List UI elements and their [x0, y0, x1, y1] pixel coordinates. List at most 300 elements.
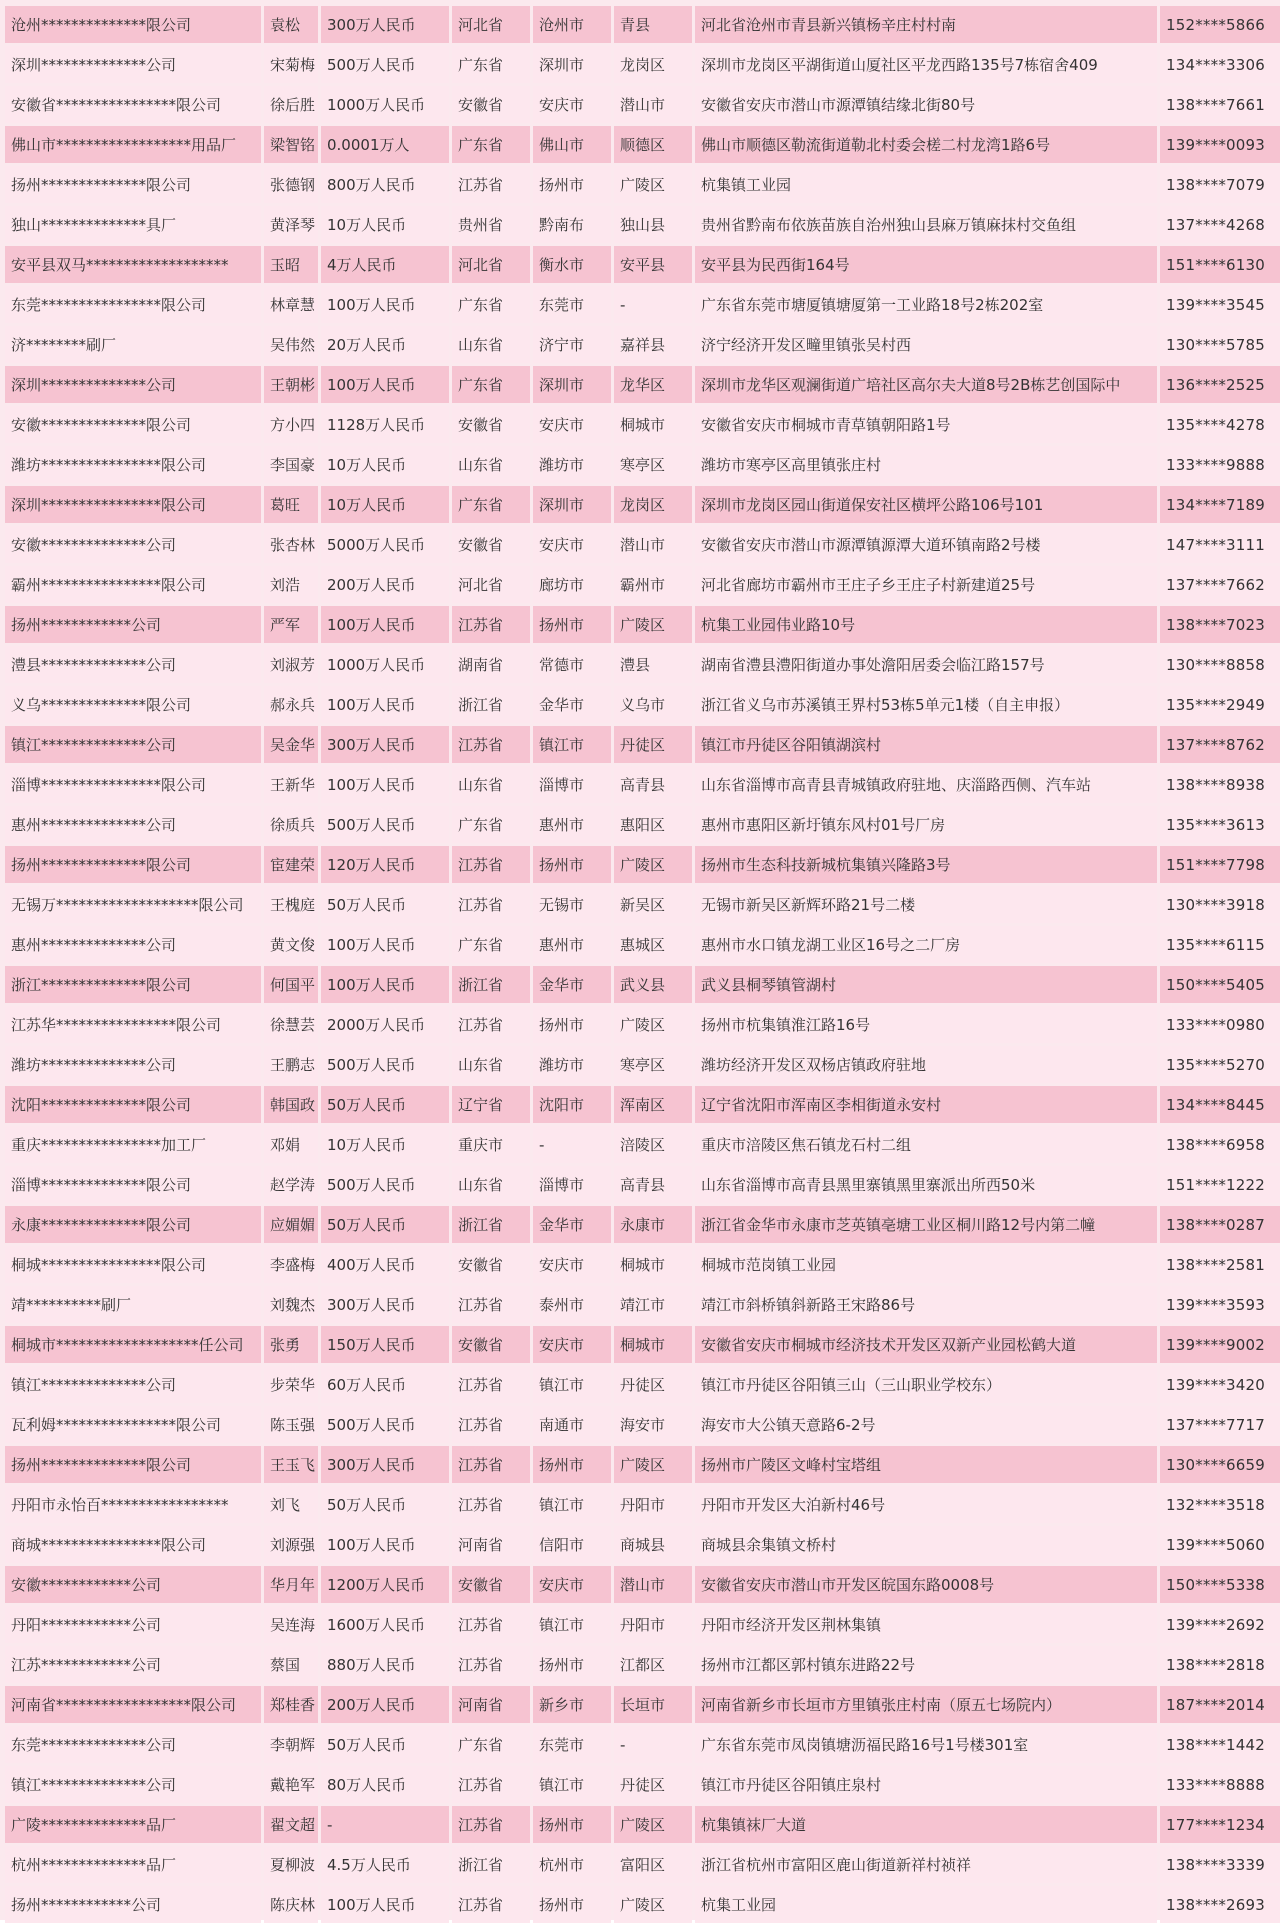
legal-person-cell: 李盛梅 [264, 1246, 318, 1283]
city-cell: 扬州市 [533, 166, 611, 203]
district-cell: - [614, 286, 692, 323]
table-row [5, 366, 1280, 403]
province-cell: 河南省 [452, 1526, 530, 1563]
city-cell: 沧州市 [533, 6, 611, 43]
address-cell: 丹阳市开发区大泊新村46号 [695, 1486, 1157, 1523]
legal-person-cell: 何国平 [264, 966, 318, 1003]
province-cell: 河南省 [452, 1686, 530, 1723]
registered-capital-cell: - [321, 1806, 449, 1843]
address-cell: 河北省廊坊市霸州市王庄子乡王庄子村新建道25号 [695, 566, 1157, 603]
address-cell: 贵州省黔南布依族苗族自治州独山县麻万镇麻抹村交鱼组 [695, 206, 1157, 243]
district-cell: 高青县 [614, 1166, 692, 1203]
legal-person-cell: 黄文俊 [264, 926, 318, 963]
company-name-cell: 靖**********刷厂 [5, 1286, 261, 1323]
company-name-cell: 永康**************限公司 [5, 1206, 261, 1243]
phone-cell: 138****2693 [1160, 1886, 1280, 1923]
registered-capital-cell: 5000万人民币 [321, 526, 449, 563]
legal-person-cell: 张杏林 [264, 526, 318, 563]
legal-person-cell: 王朝彬 [264, 366, 318, 403]
address-cell: 杭集镇袜厂大道 [695, 1806, 1157, 1843]
district-cell: 惠城区 [614, 926, 692, 963]
table-row [5, 1566, 1280, 1603]
company-name-cell: 桐城市*******************任公司 [5, 1326, 261, 1363]
company-name-cell: 瓦利姆****************限公司 [5, 1406, 261, 1443]
province-cell: 贵州省 [452, 206, 530, 243]
registered-capital-cell: 50万人民币 [321, 1086, 449, 1123]
table-row [5, 1486, 1280, 1523]
phone-cell: 130****5785 [1160, 326, 1280, 363]
district-cell: 丹阳市 [614, 1606, 692, 1643]
registered-capital-cell: 10万人民币 [321, 1126, 449, 1163]
table-row [5, 1206, 1280, 1243]
district-cell: 广陵区 [614, 166, 692, 203]
table-row [5, 806, 1280, 843]
city-cell: 扬州市 [533, 1886, 611, 1923]
district-cell: 广陵区 [614, 1806, 692, 1843]
company-name-cell: 佛山市******************用品厂 [5, 126, 261, 163]
district-cell: 安平县 [614, 246, 692, 283]
province-cell: 广东省 [452, 806, 530, 843]
province-cell: 江苏省 [452, 726, 530, 763]
table-row [5, 326, 1280, 363]
company-name-cell: 安徽**************限公司 [5, 406, 261, 443]
registered-capital-cell: 200万人民币 [321, 1686, 449, 1723]
registered-capital-cell: 500万人民币 [321, 46, 449, 83]
district-cell: 澧县 [614, 646, 692, 683]
phone-cell: 138****7079 [1160, 166, 1280, 203]
city-cell: 深圳市 [533, 366, 611, 403]
phone-cell: 139****3420 [1160, 1366, 1280, 1403]
registered-capital-cell: 500万人民币 [321, 1406, 449, 1443]
city-cell: 东莞市 [533, 286, 611, 323]
table-row [5, 206, 1280, 243]
address-cell: 济宁经济开发区疃里镇张吴村西 [695, 326, 1157, 363]
province-cell: 山东省 [452, 326, 530, 363]
province-cell: 江苏省 [452, 1446, 530, 1483]
phone-cell: 147****3111 [1160, 526, 1280, 563]
district-cell: 寒亭区 [614, 446, 692, 483]
province-cell: 广东省 [452, 1726, 530, 1763]
phone-cell: 138****2581 [1160, 1246, 1280, 1283]
table-row [5, 606, 1280, 643]
district-cell: 龙岗区 [614, 46, 692, 83]
address-cell: 无锡市新吴区新辉环路21号二楼 [695, 886, 1157, 923]
company-name-cell: 澧县**************公司 [5, 646, 261, 683]
registered-capital-cell: 100万人民币 [321, 1886, 449, 1923]
legal-person-cell: 方小四 [264, 406, 318, 443]
phone-cell: 133****8888 [1160, 1766, 1280, 1803]
city-cell: 金华市 [533, 1206, 611, 1243]
address-cell: 广东省东莞市塘厦镇塘厦第一工业路18号2栋202室 [695, 286, 1157, 323]
table-row [5, 1526, 1280, 1563]
company-name-cell: 惠州**************公司 [5, 806, 261, 843]
province-cell: 广东省 [452, 926, 530, 963]
legal-person-cell: 宦建荣 [264, 846, 318, 883]
registered-capital-cell: 4万人民币 [321, 246, 449, 283]
company-name-cell: 安平县双马******************* [5, 246, 261, 283]
district-cell: 青县 [614, 6, 692, 43]
province-cell: 江苏省 [452, 1766, 530, 1803]
table-row [5, 126, 1280, 163]
district-cell: 浑南区 [614, 1086, 692, 1123]
legal-person-cell: 陈玉强 [264, 1406, 318, 1443]
company-name-cell: 江苏华****************限公司 [5, 1006, 261, 1043]
registered-capital-cell: 10万人民币 [321, 446, 449, 483]
company-name-cell: 沧州**************限公司 [5, 6, 261, 43]
phone-cell: 138****3339 [1160, 1846, 1280, 1883]
company-name-cell: 独山**************具厂 [5, 206, 261, 243]
city-cell: 淄博市 [533, 1166, 611, 1203]
registered-capital-cell: 300万人民币 [321, 1446, 449, 1483]
district-cell: 寒亭区 [614, 1046, 692, 1083]
legal-person-cell: 徐质兵 [264, 806, 318, 843]
city-cell: 深圳市 [533, 46, 611, 83]
company-name-cell: 潍坊****************限公司 [5, 446, 261, 483]
registered-capital-cell: 100万人民币 [321, 766, 449, 803]
registered-capital-cell: 120万人民币 [321, 846, 449, 883]
city-cell: 镇江市 [533, 1606, 611, 1643]
district-cell: 义乌市 [614, 686, 692, 723]
table-row [5, 246, 1280, 283]
phone-cell: 133****0980 [1160, 1006, 1280, 1043]
registered-capital-cell: 4.5万人民币 [321, 1846, 449, 1883]
district-cell: 丹徒区 [614, 1366, 692, 1403]
address-cell: 山东省淄博市高青县黑里寨镇黑里寨派出所西50米 [695, 1166, 1157, 1203]
company-name-cell: 镇江**************公司 [5, 726, 261, 763]
district-cell: 长垣市 [614, 1686, 692, 1723]
province-cell: 河北省 [452, 6, 530, 43]
address-cell: 杭集工业园 [695, 1886, 1157, 1923]
company-name-cell: 东莞**************公司 [5, 1726, 261, 1763]
address-cell: 河北省沧州市青县新兴镇杨辛庄村村南 [695, 6, 1157, 43]
legal-person-cell: 刘飞 [264, 1486, 318, 1523]
province-cell: 安徽省 [452, 1566, 530, 1603]
province-cell: 广东省 [452, 486, 530, 523]
district-cell: 广陵区 [614, 846, 692, 883]
phone-cell: 150****5405 [1160, 966, 1280, 1003]
city-cell: 安庆市 [533, 86, 611, 123]
city-cell: 镇江市 [533, 1486, 611, 1523]
company-name-cell: 东莞****************限公司 [5, 286, 261, 323]
city-cell: 镇江市 [533, 726, 611, 763]
province-cell: 江苏省 [452, 1606, 530, 1643]
phone-cell: 135****4278 [1160, 406, 1280, 443]
district-cell: 独山县 [614, 206, 692, 243]
province-cell: 广东省 [452, 286, 530, 323]
registered-capital-cell: 1600万人民币 [321, 1606, 449, 1643]
phone-cell: 137****4268 [1160, 206, 1280, 243]
company-name-cell: 重庆****************加工厂 [5, 1126, 261, 1163]
company-name-cell: 扬州************公司 [5, 606, 261, 643]
table-row [5, 526, 1280, 563]
registered-capital-cell: 500万人民币 [321, 806, 449, 843]
province-cell: 山东省 [452, 446, 530, 483]
company-name-cell: 深圳**************公司 [5, 46, 261, 83]
province-cell: 江苏省 [452, 1646, 530, 1683]
registered-capital-cell: 50万人民币 [321, 886, 449, 923]
province-cell: 安徽省 [452, 1326, 530, 1363]
phone-cell: 139****2692 [1160, 1606, 1280, 1643]
phone-cell: 130****8858 [1160, 646, 1280, 683]
district-cell: 丹徒区 [614, 1766, 692, 1803]
table-row [5, 1726, 1280, 1763]
address-cell: 深圳市龙岗区园山街道保安社区横坪公路106号101 [695, 486, 1157, 523]
registered-capital-cell: 400万人民币 [321, 1246, 449, 1283]
legal-person-cell: 刘魏杰 [264, 1286, 318, 1323]
table-row [5, 1446, 1280, 1483]
legal-person-cell: 刘源强 [264, 1526, 318, 1563]
address-cell: 镇江市丹徒区谷阳镇湖滨村 [695, 726, 1157, 763]
legal-person-cell: 吴伟然 [264, 326, 318, 363]
company-name-cell: 河南省******************限公司 [5, 1686, 261, 1723]
company-name-cell: 广陵**************品厂 [5, 1806, 261, 1843]
legal-person-cell: 张德钢 [264, 166, 318, 203]
city-cell: 扬州市 [533, 606, 611, 643]
province-cell: 广东省 [452, 366, 530, 403]
province-cell: 河北省 [452, 246, 530, 283]
company-name-cell: 深圳****************限公司 [5, 486, 261, 523]
city-cell: 安庆市 [533, 406, 611, 443]
province-cell: 浙江省 [452, 686, 530, 723]
province-cell: 江苏省 [452, 1886, 530, 1923]
city-cell: 深圳市 [533, 486, 611, 523]
legal-person-cell: 徐后胜 [264, 86, 318, 123]
registered-capital-cell: 0.0001万人 [321, 126, 449, 163]
district-cell: 海安市 [614, 1406, 692, 1443]
legal-person-cell: 李国豪 [264, 446, 318, 483]
company-name-cell: 沈阳**************限公司 [5, 1086, 261, 1123]
city-cell: 信阳市 [533, 1526, 611, 1563]
table-row [5, 1286, 1280, 1323]
province-cell: 山东省 [452, 1166, 530, 1203]
address-cell: 深圳市龙华区观澜街道广培社区高尔夫大道8号2B栋艺创国际中 [695, 366, 1157, 403]
province-cell: 辽宁省 [452, 1086, 530, 1123]
province-cell: 安徽省 [452, 526, 530, 563]
province-cell: 江苏省 [452, 886, 530, 923]
address-cell: 扬州市杭集镇淮江路16号 [695, 1006, 1157, 1043]
registered-capital-cell: 50万人民币 [321, 1726, 449, 1763]
province-cell: 浙江省 [452, 1206, 530, 1243]
company-name-cell: 无锡万*******************限公司 [5, 886, 261, 923]
table-row [5, 1886, 1280, 1923]
address-cell: 桐城市范岗镇工业园 [695, 1246, 1157, 1283]
district-cell: 靖江市 [614, 1286, 692, 1323]
registered-capital-cell: 100万人民币 [321, 606, 449, 643]
address-cell: 惠州市水口镇龙湖工业区16号之二厂房 [695, 926, 1157, 963]
province-cell: 江苏省 [452, 1006, 530, 1043]
district-cell: 永康市 [614, 1206, 692, 1243]
registered-capital-cell: 100万人民币 [321, 286, 449, 323]
table-row [5, 1646, 1280, 1683]
company-name-cell: 扬州**************限公司 [5, 166, 261, 203]
legal-person-cell: 蔡国 [264, 1646, 318, 1683]
city-cell: 新乡市 [533, 1686, 611, 1723]
table-row [5, 86, 1280, 123]
province-cell: 湖南省 [452, 646, 530, 683]
company-name-cell: 镇江**************公司 [5, 1766, 261, 1803]
registered-capital-cell: 2000万人民币 [321, 1006, 449, 1043]
district-cell: 潜山市 [614, 86, 692, 123]
registered-capital-cell: 800万人民币 [321, 166, 449, 203]
address-cell: 靖江市斜桥镇斜新路王宋路86号 [695, 1286, 1157, 1323]
table-row [5, 566, 1280, 603]
address-cell: 浙江省金华市永康市芝英镇亳塘工业区桐川路12号内第二幢 [695, 1206, 1157, 1243]
district-cell: 霸州市 [614, 566, 692, 603]
province-cell: 山东省 [452, 1046, 530, 1083]
district-cell: 涪陵区 [614, 1126, 692, 1163]
legal-person-cell: 吴金华 [264, 726, 318, 763]
registered-capital-cell: 300万人民币 [321, 726, 449, 763]
district-cell: 广陵区 [614, 1446, 692, 1483]
phone-cell: 177****1234 [1160, 1806, 1280, 1843]
address-cell: 广东省东莞市凤岗镇塘沥福民路16号1号楼301室 [695, 1726, 1157, 1763]
address-cell: 安平县为民西街164号 [695, 246, 1157, 283]
address-cell: 辽宁省沈阳市浑南区李相街道永安村 [695, 1086, 1157, 1123]
company-name-cell: 扬州**************限公司 [5, 846, 261, 883]
district-cell: 江都区 [614, 1646, 692, 1683]
city-cell: 安庆市 [533, 526, 611, 563]
address-cell: 重庆市涪陵区焦石镇龙石村二组 [695, 1126, 1157, 1163]
legal-person-cell: 玉昭 [264, 246, 318, 283]
phone-cell: 139****0093 [1160, 126, 1280, 163]
phone-cell: 187****2014 [1160, 1686, 1280, 1723]
legal-person-cell: 徐慧芸 [264, 1006, 318, 1043]
phone-cell: 139****9002 [1160, 1326, 1280, 1363]
registered-capital-cell: 1200万人民币 [321, 1566, 449, 1603]
table-row [5, 1406, 1280, 1443]
legal-person-cell: 王玉飞 [264, 1446, 318, 1483]
company-name-cell: 霸州****************限公司 [5, 566, 261, 603]
legal-person-cell: 陈庆林 [264, 1886, 318, 1923]
company-name-cell: 浙江**************限公司 [5, 966, 261, 1003]
legal-person-cell: 戴艳军 [264, 1766, 318, 1803]
phone-cell: 130****6659 [1160, 1446, 1280, 1483]
address-cell: 杭集镇工业园 [695, 166, 1157, 203]
address-cell: 山东省淄博市高青县青城镇政府驻地、庆淄路西侧、汽车站 [695, 766, 1157, 803]
phone-cell: 137****8762 [1160, 726, 1280, 763]
company-name-cell: 安徽省****************限公司 [5, 86, 261, 123]
district-cell: 嘉祥县 [614, 326, 692, 363]
address-cell: 安徽省安庆市潜山市源潭镇源潭大道环镇南路2号楼 [695, 526, 1157, 563]
city-cell: 黔南布 [533, 206, 611, 243]
company-name-cell: 淄博**************限公司 [5, 1166, 261, 1203]
table-row [5, 1806, 1280, 1843]
province-cell: 江苏省 [452, 1406, 530, 1443]
city-cell: 廊坊市 [533, 566, 611, 603]
legal-person-cell: 葛旺 [264, 486, 318, 523]
province-cell: 江苏省 [452, 606, 530, 643]
city-cell: 沈阳市 [533, 1086, 611, 1123]
table-row [5, 1086, 1280, 1123]
city-cell: 无锡市 [533, 886, 611, 923]
table-row [5, 1166, 1280, 1203]
registered-capital-cell: 10万人民币 [321, 206, 449, 243]
phone-cell: 138****7661 [1160, 86, 1280, 123]
registered-capital-cell: 150万人民币 [321, 1326, 449, 1363]
phone-cell: 138****1442 [1160, 1726, 1280, 1763]
phone-cell: 137****7717 [1160, 1406, 1280, 1443]
phone-cell: 130****3918 [1160, 886, 1280, 923]
table-row [5, 406, 1280, 443]
registered-capital-cell: 500万人民币 [321, 1046, 449, 1083]
phone-cell: 138****6958 [1160, 1126, 1280, 1163]
table-row [5, 1046, 1280, 1083]
district-cell: 桐城市 [614, 1326, 692, 1363]
address-cell: 安徽省安庆市桐城市经济技术开发区双新产业园松鹤大道 [695, 1326, 1157, 1363]
legal-person-cell: 郑桂香 [264, 1686, 318, 1723]
table-row [5, 726, 1280, 763]
company-name-cell: 桐城****************限公司 [5, 1246, 261, 1283]
legal-person-cell: 张勇 [264, 1326, 318, 1363]
address-cell: 武义县桐琴镇管湖村 [695, 966, 1157, 1003]
address-cell: 浙江省杭州市富阳区鹿山街道新祥村祯祥 [695, 1846, 1157, 1883]
phone-cell: 139****5060 [1160, 1526, 1280, 1563]
table-row [5, 166, 1280, 203]
legal-person-cell: 应媚媚 [264, 1206, 318, 1243]
city-cell: 镇江市 [533, 1366, 611, 1403]
district-cell: 高青县 [614, 766, 692, 803]
address-cell: 河南省新乡市长垣市方里镇张庄村南（原五七场院内） [695, 1686, 1157, 1723]
address-cell: 潍坊市寒亭区高里镇张庄村 [695, 446, 1157, 483]
table-row [5, 766, 1280, 803]
table-row [5, 646, 1280, 683]
province-cell: 安徽省 [452, 406, 530, 443]
table-row [5, 6, 1280, 43]
province-cell: 安徽省 [452, 86, 530, 123]
district-cell: 桐城市 [614, 406, 692, 443]
phone-cell: 134****3306 [1160, 46, 1280, 83]
city-cell: 衡水市 [533, 246, 611, 283]
registered-capital-cell: 200万人民币 [321, 566, 449, 603]
address-cell: 佛山市顺德区勒流街道勒北村委会槎二村龙湾1路6号 [695, 126, 1157, 163]
company-name-cell: 丹阳市永怡百***************** [5, 1486, 261, 1523]
phone-cell: 139****3593 [1160, 1286, 1280, 1323]
legal-person-cell: 夏柳波 [264, 1846, 318, 1883]
address-cell: 海安市大公镇天意路6-2号 [695, 1406, 1157, 1443]
city-cell: 常德市 [533, 646, 611, 683]
province-cell: 江苏省 [452, 1806, 530, 1843]
phone-cell: 135****6115 [1160, 926, 1280, 963]
province-cell: 江苏省 [452, 1286, 530, 1323]
province-cell: 江苏省 [452, 846, 530, 883]
table-row [5, 286, 1280, 323]
company-name-cell: 安徽************公司 [5, 1566, 261, 1603]
district-cell: 富阳区 [614, 1846, 692, 1883]
city-cell: 安庆市 [533, 1246, 611, 1283]
table-row [5, 846, 1280, 883]
district-cell: 顺德区 [614, 126, 692, 163]
city-cell: 济宁市 [533, 326, 611, 363]
district-cell: 龙华区 [614, 366, 692, 403]
company-name-cell: 江苏************公司 [5, 1646, 261, 1683]
phone-cell: 139****3545 [1160, 286, 1280, 323]
phone-cell: 151****7798 [1160, 846, 1280, 883]
company-name-cell: 安徽**************公司 [5, 526, 261, 563]
province-cell: 重庆市 [452, 1126, 530, 1163]
table-row [5, 46, 1280, 83]
city-cell: 泰州市 [533, 1286, 611, 1323]
registered-capital-cell: 500万人民币 [321, 1166, 449, 1203]
address-cell: 丹阳市经济开发区荆林集镇 [695, 1606, 1157, 1643]
legal-person-cell: 翟文超 [264, 1806, 318, 1843]
legal-person-cell: 郝永兵 [264, 686, 318, 723]
legal-person-cell: 王新华 [264, 766, 318, 803]
district-cell: 桐城市 [614, 1246, 692, 1283]
city-cell: 扬州市 [533, 846, 611, 883]
registered-capital-cell: 60万人民币 [321, 1366, 449, 1403]
city-cell: 金华市 [533, 966, 611, 1003]
district-cell: 丹阳市 [614, 1486, 692, 1523]
